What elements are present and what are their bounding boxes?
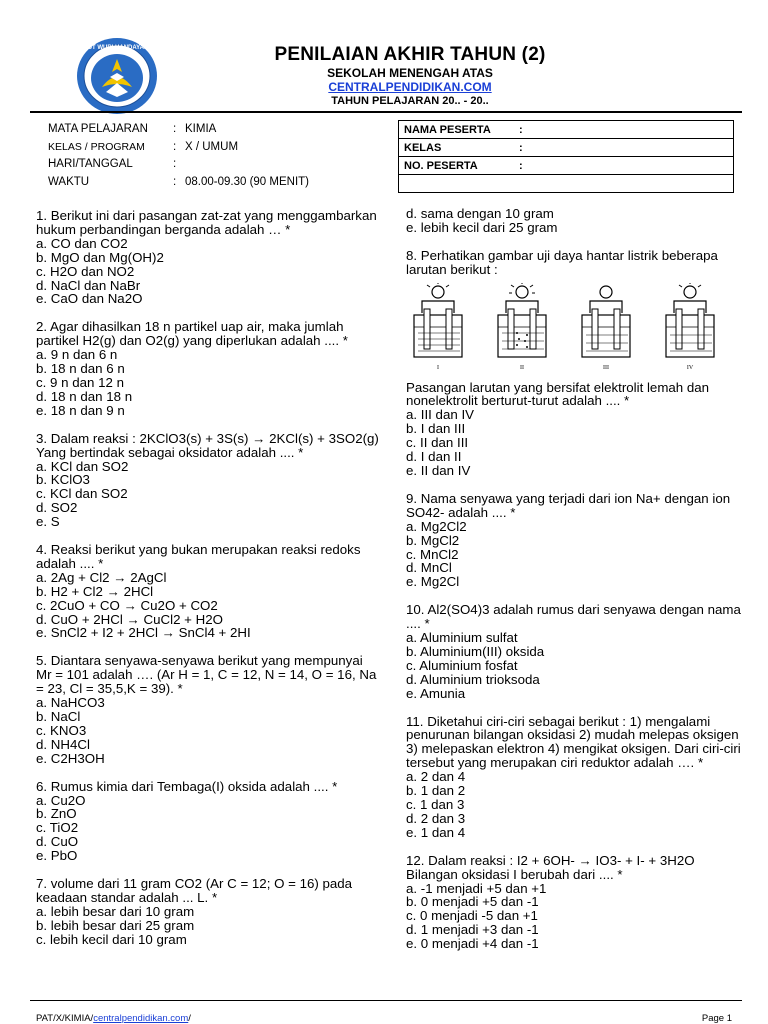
meta-sep: :: [173, 123, 177, 135]
answer-option[interactable]: c. 0 menjadi -5 dan +1: [406, 908, 538, 924]
question-1: [36, 209, 381, 306]
answer-option[interactable]: e. C2H3OH: [36, 750, 105, 766]
meta-value: X / UMUM: [185, 140, 239, 153]
footer-link[interactable]: centralpendidikan.com: [93, 1013, 189, 1024]
answer-option[interactable]: a. III dan IV: [406, 407, 475, 423]
apparatus-label: III: [603, 364, 609, 371]
answer-option[interactable]: a. 9 n dan 6 n: [36, 347, 118, 363]
answer-option[interactable]: a. KCl dan SO2: [36, 458, 129, 474]
participant-row[interactable]: [399, 157, 733, 175]
answer-option[interactable]: d. NaCl dan NaBr: [36, 277, 141, 293]
participant-row[interactable]: [399, 121, 733, 139]
answer-option[interactable]: d. 18 n dan 18 n: [36, 388, 133, 404]
question-text: 7. volume dari 11 gram CO2 (Ar C = 12; O = 16) pada keadaan standar adalah ... L. *: [36, 876, 353, 905]
meta-sep: :: [173, 140, 177, 153]
answer-option[interactable]: d. Aluminium trioksoda: [406, 671, 540, 687]
question-text: 10. Al2(SO4)3 adalah rumus dari senyawa dengan nama .... *: [406, 602, 741, 632]
apparatus-label: IV: [686, 364, 694, 371]
answer-option[interactable]: c. KCl dan SO2: [36, 486, 128, 502]
answer-option[interactable]: e. SnCl2 + I2 + 2HCl → SnCl4 + 2HI: [36, 625, 251, 641]
answer-option[interactable]: d. I dan II: [406, 449, 462, 465]
question-7-continued: [406, 207, 746, 235]
meta-label: HARI/TANGGAL: [48, 158, 133, 170]
answer-option[interactable]: c. H2O dan NO2: [36, 263, 135, 279]
academic-year: TAHUN PELAJARAN 20.. - 20..: [331, 95, 489, 107]
participant-sep: :: [519, 123, 523, 136]
answer-option[interactable]: d. CuO: [36, 834, 79, 850]
meta-label: KELAS / PROGRAM: [48, 140, 145, 153]
question-2: [36, 320, 381, 417]
question-7: [36, 877, 381, 947]
answer-option[interactable]: a. Aluminium sulfat: [406, 630, 518, 646]
answer-option[interactable]: c. TiO2: [36, 820, 79, 836]
participant-sep: :: [519, 159, 523, 172]
answer-option[interactable]: a. CO dan CO2: [36, 235, 128, 251]
question-text: 2. Agar dihasilkan 18 n partikel uap air, maka jumlah partikel H2(g) dan O2(g) yang diperlukan adalah .... *: [36, 319, 348, 349]
header-divider: [30, 111, 742, 113]
site-link[interactable]: CENTRALPENDIDIKAN.COM: [328, 80, 492, 94]
answer-option[interactable]: b. MgCl2: [406, 532, 460, 548]
answer-option[interactable]: c. Aluminium fosfat: [406, 657, 518, 673]
answer-option[interactable]: a. 2 dan 4: [406, 769, 466, 785]
answer-option[interactable]: b. KClO3: [36, 472, 90, 488]
answer-option[interactable]: c. KNO3: [36, 722, 87, 738]
answer-option[interactable]: b. 18 n dan 6 n: [36, 361, 125, 377]
school-name: SEKOLAH MENENGAH ATAS: [327, 66, 493, 80]
questions-right-column: [406, 207, 746, 951]
answer-option[interactable]: c. MnCl2: [406, 546, 459, 562]
answer-option[interactable]: a. lebih besar dari 10 gram: [36, 903, 195, 919]
answer-option[interactable]: e. 18 n dan 9 n: [36, 402, 125, 418]
question-text: 6. Rumus kimia dari Tembaga(I) oksida adalah .... *: [36, 778, 338, 794]
participant-label: KELAS: [404, 141, 442, 154]
question-8: [406, 249, 746, 478]
answer-option[interactable]: a. Mg2Cl2: [406, 518, 467, 534]
answer-option[interactable]: c. 9 n dan 12 n: [36, 374, 124, 390]
answer-option[interactable]: a. Cu2O: [36, 792, 86, 808]
answer-option[interactable]: e. lebih kecil dari 25 gram: [406, 219, 558, 235]
meta-row: [48, 121, 309, 139]
participant-box: [398, 120, 734, 193]
question-6: [36, 780, 381, 863]
participant-label: NAMA PESERTA: [404, 123, 491, 136]
question-9: [406, 492, 746, 589]
conductivity-test-illustration: [406, 283, 738, 371]
test-apparatus-1: [414, 283, 462, 371]
answer-option[interactable]: b. 0 menjadi +5 dan -1: [406, 894, 539, 910]
question-5: [36, 654, 381, 765]
footer-suffix: /: [188, 1013, 191, 1024]
answer-option[interactable]: b. MgO dan Mg(OH)2: [36, 249, 164, 265]
answer-option[interactable]: d. 1 menjadi +3 dan -1: [406, 922, 539, 938]
answer-option[interactable]: b. lebih besar dari 25 gram: [36, 917, 195, 933]
question-12: [406, 854, 746, 951]
meta-sep: :: [173, 158, 177, 170]
test-apparatus-4: [666, 283, 714, 371]
participant-row[interactable]: [399, 175, 733, 192]
meta-row: [48, 156, 309, 174]
answer-option[interactable]: d. sama dengan 10 gram: [406, 206, 554, 221]
answer-option[interactable]: a. 2Ag + Cl2 → 2AgCl: [36, 569, 167, 585]
meta-label: WAKTU: [48, 175, 90, 188]
answer-option[interactable]: e. Amunia: [406, 685, 466, 701]
page-number: Page 1: [701, 1013, 732, 1024]
participant-label: NO. PESERTA: [404, 159, 478, 172]
question-text: 4. Reaksi berikut yang bukan merupakan reaksi redoks adalah .... *: [36, 542, 361, 571]
question-text: 9. Nama senyawa yang terjadi dari ion Na+ dengan ion SO42- adalah .... *: [406, 490, 731, 520]
answer-option[interactable]: b. H2 + Cl2 → 2HCl: [36, 583, 154, 599]
answer-option[interactable]: e. 1 dan 4: [406, 824, 466, 840]
question-text: 3. Dalam reaksi : 2KClO3(s) + 3S(s) → 2KCl(s) + 3SO2(g) Yang bertindak sebagai oksidator adalah .... *: [36, 430, 379, 460]
question-text: 11. Diketahui ciri-ciri sebagai berikut : 1) mengalami penurunan bilangan oksidasi 2) mudah melepas oksigen 3) melepaskan elektron 4) mengikat oksigen. Dari ciri-ciri tersebut yang merupakan ciri reduktor adalah …. *: [406, 713, 741, 771]
answer-option[interactable]: e. 0 menjadi +4 dan -1: [406, 936, 539, 952]
question-text: Pasangan larutan yang bersifat elektrolit lemah dan nonelektrolit berturut-turut adalah .... *: [406, 379, 710, 409]
answer-option[interactable]: a. NaHCO3: [36, 695, 105, 711]
meta-value: 08.00-09.30 (90 MENIT): [185, 175, 310, 188]
footer-prefix: PAT/X/KIMIA/: [36, 1013, 94, 1024]
answer-option[interactable]: e. CaO dan Na2O: [36, 291, 143, 307]
question-text: 5. Diantara senyawa-senyawa berikut yang mempunyai Mr = 101 adalah …. (Ar H = 1, C = 12, N = 14, O = 16, Na = 23, Cl = 35,5,K = 39). *: [36, 653, 377, 697]
answer-option[interactable]: d. 2 dan 3: [406, 810, 466, 826]
answer-option[interactable]: b. ZnO: [36, 806, 77, 822]
question-11: [406, 715, 746, 840]
question-text: 8. Perhatikan gambar uji daya hantar listrik beberapa larutan berikut :: [406, 247, 718, 277]
answer-option[interactable]: e. S: [36, 514, 60, 530]
answer-option[interactable]: c. lebih kecil dari 10 gram: [36, 931, 187, 947]
answer-option[interactable]: e. II dan IV: [406, 462, 471, 478]
question-10: [406, 603, 746, 700]
answer-option[interactable]: c. 1 dan 3: [406, 797, 465, 812]
meta-row: [48, 174, 309, 192]
answer-option[interactable]: d. MnCl: [406, 560, 452, 576]
meta-row: [48, 139, 309, 157]
question-4: [36, 543, 381, 640]
test-apparatus-2: [498, 283, 546, 371]
question-text: 12. Dalam reaksi : I2 + 6OH- → IO3- + I- + 3H2O Bilangan oksidasi I berubah dari .... *: [406, 852, 695, 882]
logo-text: TUT WURI HANDAYANI: [84, 45, 150, 51]
meta-label: MATA PELAJARAN: [48, 123, 148, 135]
participant-sep: :: [519, 141, 523, 154]
answer-option[interactable]: d. CuO + 2HCl → CuCl2 + H2O: [36, 611, 223, 627]
question-text: 1. Berikut ini dari pasangan zat-zat yang menggambarkan hukum perbandingan berganda adalah … *: [36, 208, 377, 237]
exam-meta: [48, 121, 309, 191]
footer-path: [36, 1013, 191, 1024]
meta-sep: :: [173, 175, 177, 188]
participant-row[interactable]: [399, 139, 733, 157]
answer-option[interactable]: d. SO2: [36, 500, 78, 516]
answer-option[interactable]: b. Aluminium(III) oksida: [406, 643, 545, 659]
questions-left-column: [36, 209, 381, 947]
answer-option[interactable]: e. Mg2Cl: [406, 574, 460, 590]
apparatus-label: I: [437, 364, 439, 371]
answer-option[interactable]: b. I dan III: [406, 421, 466, 437]
answer-option[interactable]: d. NH4Cl: [36, 736, 90, 752]
answer-option[interactable]: b. 1 dan 2: [406, 783, 466, 799]
answer-option[interactable]: b. NaCl: [36, 709, 81, 724]
footer-divider: [30, 1000, 742, 1001]
question-3: [36, 432, 381, 529]
doc-title: PENILAIAN AKHIR TAHUN (2): [274, 44, 546, 65]
apparatus-label: II: [520, 364, 524, 371]
answer-option[interactable]: a. -1 menjadi +5 dan +1: [406, 880, 547, 896]
answer-option[interactable]: e. PbO: [36, 848, 78, 864]
meta-value: KIMIA: [185, 123, 217, 135]
answer-option[interactable]: c. II dan III: [406, 435, 469, 451]
test-apparatus-3: [582, 286, 630, 371]
answer-option[interactable]: c. 2CuO + CO → Cu2O + CO2: [36, 597, 218, 613]
tut-wuri-handayani-logo: [76, 37, 158, 115]
